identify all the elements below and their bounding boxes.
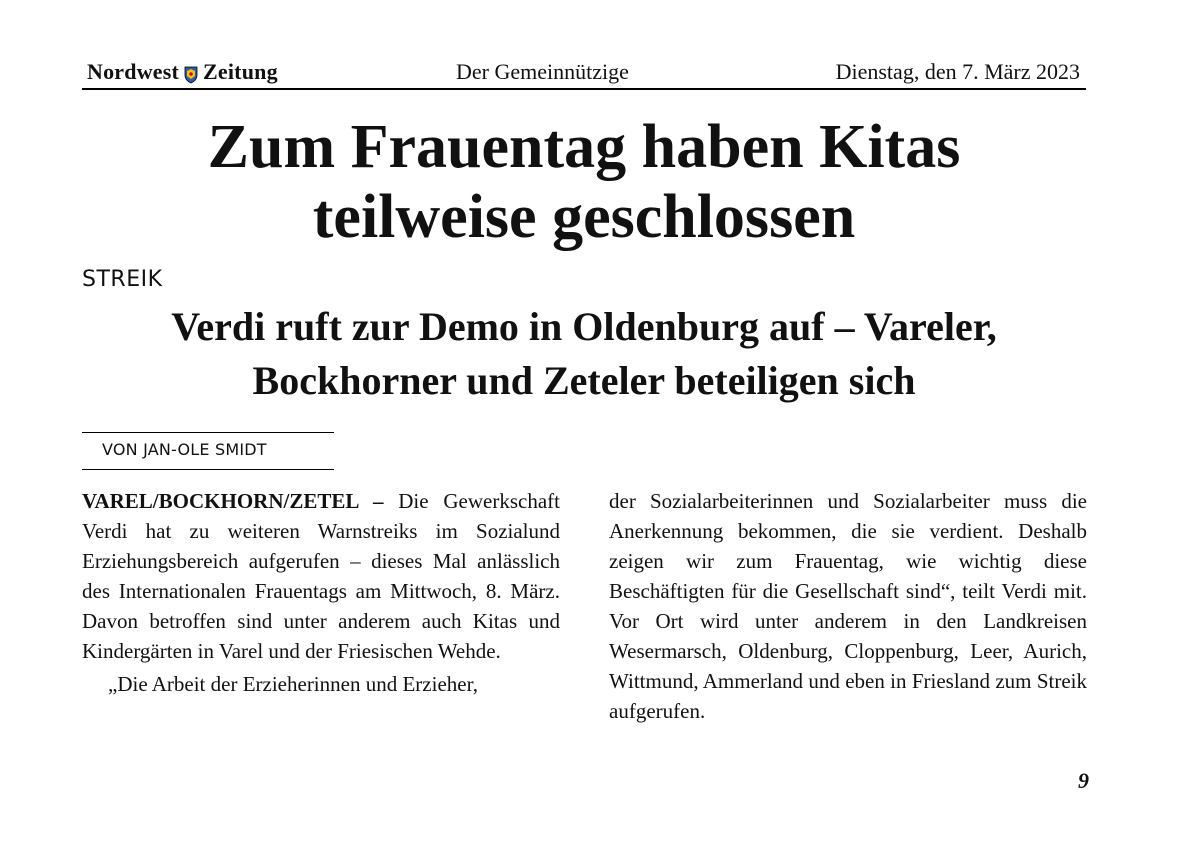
headline-line-1: Zum Frauentag haben Kitas [207,113,961,181]
paragraph-1-text: Die Gewerkschaft Verdi hat zu weiteren Warnstreiks im Sozialund Erziehungsbereich aufgerufen – dieses Mal anlässlich des Internationalen Frauentags am Mittwoch, 8. März. Davon betroffen sind unter anderem auch Kitas und Kindergärten in Varel und der Friesischen Wehde. [82,489,560,663]
article-column-right [609,486,1087,726]
paragraph-2-start: „Die Arbeit der Erzieherinnen und Erzieher, [108,672,478,696]
coat-of-arms-icon [184,64,198,82]
subheadline [82,300,1086,408]
page-number: 9 [1078,768,1089,793]
masthead-left: Nordwest [87,59,180,84]
kicker: STREIK [82,267,163,292]
paragraph-2-continued: der Sozialarbeiterinnen und Sozialarbeiter muss die Anerkennung bekommen, die sie verdient. Deshalb zeigen wir zum Frauentag, wie wichtig diese Beschäftigten für die Gesellschaft sind“, teilt Verdi mit. Vor Ort wird unter anderem in den Landkreisen Wesermarsch, Oldenburg, Cloppenburg, Leer, Aurich, Wittmund, Ammerland und eben in Friesland zum Streik aufgerufen. [609,489,1087,723]
subheadline-line-1: Verdi ruft zur Demo in Oldenburg auf – Vareler, [171,304,997,349]
headline [82,112,1086,252]
subheadline-line-2: Bockhorner und Zeteler beteiligen sich [252,358,916,403]
headline-line-2: teilweise geschlossen [312,183,856,251]
issue-date: Dienstag, den 7. März 2023 [835,59,1080,84]
paragraph-1 [82,486,560,666]
masthead-right: Zeitung [203,59,278,84]
page-header [82,56,1086,90]
byline: VON JAN-OLE SMIDT [82,432,334,470]
dateline: VAREL/BOCKHORN/ZETEL – [82,489,399,513]
article-column-left [82,486,560,699]
supplement-title: Der Gemeinnützige [456,59,629,84]
masthead [87,59,278,85]
